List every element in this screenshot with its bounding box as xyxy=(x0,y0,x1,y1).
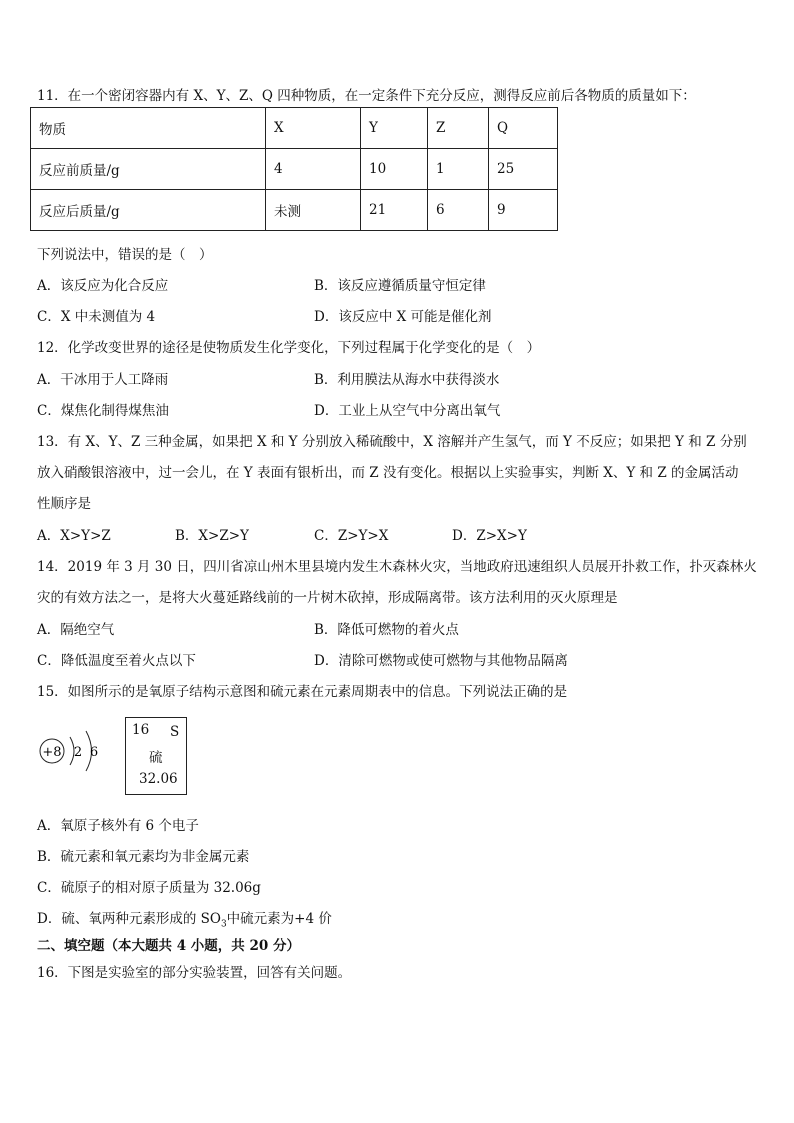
q14-stem-line2: 灾的有效方法之一，是将大火蔓延路线前的一片树木砍掉，形成隔离带。该方法利用的灭火原理是 xyxy=(37,590,618,606)
element-symbol: S xyxy=(170,724,180,740)
table-cell: X xyxy=(266,108,361,149)
table-cell: 反应前质量/g xyxy=(31,149,266,190)
table-cell: 6 xyxy=(428,190,489,231)
table-cell: 25 xyxy=(489,149,558,190)
q14-option-a[interactable]: A．隔绝空气 xyxy=(37,622,115,638)
q15-option-d-subscript: 3 xyxy=(220,919,227,930)
q15-option-d[interactable] xyxy=(37,907,332,930)
table-cell: 21 xyxy=(361,190,428,231)
table-cell: Y xyxy=(361,108,428,149)
q13-stem-line2: 放入硝酸银溶液中，过一会儿，在 Y 表面有银析出，而 Z 没有变化。根据以上实验事实，判断 X、Y 和 Z 的金属活动 xyxy=(37,465,739,481)
shell1-electrons: 2 xyxy=(73,745,83,760)
q11-stem: 11．在一个密闭容器内有 X、Y、Z、Q 四种物质，在一定条件下充分反应，测得反应前后各物质的质量如下： xyxy=(37,88,696,104)
table-row xyxy=(31,190,558,231)
q11-question: 下列说法中，错误的是（ ） xyxy=(37,247,213,263)
q11-option-b[interactable]: B．该反应遵循质量守恒定律 xyxy=(314,278,486,294)
table-cell: 4 xyxy=(266,149,361,190)
table-cell: 未测 xyxy=(266,190,361,231)
table-header-row xyxy=(31,108,558,149)
q15-option-c[interactable]: C．硫原子的相对原子质量为 32.06g xyxy=(37,880,261,896)
mass-table xyxy=(30,107,558,231)
table-cell: Z xyxy=(428,108,489,149)
shell2-electrons: 6 xyxy=(89,745,99,760)
atomic-mass: 32.06 xyxy=(139,771,178,787)
oxygen-atom-diagram xyxy=(34,720,104,782)
q15-option-d-prefix: D．硫、氧两种元素形成的 SO xyxy=(37,911,221,927)
q14-option-b[interactable]: B．降低可燃物的着火点 xyxy=(314,622,459,638)
sulfur-element-card xyxy=(125,717,187,795)
q12-option-a[interactable]: A．干冰用于人工降雨 xyxy=(37,372,169,388)
q12-option-b[interactable]: B．利用膜法从海水中获得淡水 xyxy=(314,372,500,388)
q12-stem: 12．化学改变世界的途径是使物质发生化学变化，下列过程属于化学变化的是（ ） xyxy=(37,340,541,356)
table-cell: Q xyxy=(489,108,558,149)
q11-option-c[interactable]: C．X 中未测值为 4 xyxy=(37,309,156,325)
table-cell: 9 xyxy=(489,190,558,231)
q13-stem-line1: 13．有 X、Y、Z 三种金属，如果把 X 和 Y 分别放入稀硫酸中，X 溶解并产生氢气，而 Y 不反应；如果把 Y 和 Z 分别 xyxy=(37,434,747,450)
table-cell: 反应后质量/g xyxy=(31,190,266,231)
q14-stem-line1: 14．2019 年 3 月 30 日，四川省凉山州木里县境内发生木森林火灾，当地政府迅速组织人员展开扑救工作，扑灭森林火 xyxy=(37,559,757,575)
q13-option-c[interactable]: C．Z>Y>X xyxy=(314,528,389,544)
q15-option-d-suffix: 中硫元素为+4 价 xyxy=(226,911,332,927)
q15-stem: 15．如图所示的是氧原子结构示意图和硫元素在元素周期表中的信息。下列说法正确的是 xyxy=(37,684,568,700)
q15-option-a[interactable]: A．氧原子核外有 6 个电子 xyxy=(37,818,199,834)
nucleus-charge: +8 xyxy=(42,745,62,760)
q12-option-c[interactable]: C．煤焦化制得煤焦油 xyxy=(37,403,169,419)
q14-option-d[interactable]: D．清除可燃物或使可燃物与其他物品隔离 xyxy=(314,653,568,669)
q16-stem: 16．下图是实验室的部分实验装置，回答有关问题。 xyxy=(37,965,352,981)
q13-option-d[interactable]: D．Z>X>Y xyxy=(452,528,527,544)
q12-option-d[interactable]: D．工业上从空气中分离出氧气 xyxy=(314,403,501,419)
q11-option-a[interactable]: A．该反应为化合反应 xyxy=(37,278,169,294)
q13-option-b[interactable]: B．X>Z>Y xyxy=(175,528,249,544)
table-cell: 物质 xyxy=(31,108,266,149)
table-cell: 1 xyxy=(428,149,489,190)
q14-option-c[interactable]: C．降低温度至着火点以下 xyxy=(37,653,196,669)
q13-option-a[interactable]: A．X>Y>Z xyxy=(37,528,111,544)
section-title: 二、填空题（本大题共 4 小题，共 20 分） xyxy=(37,938,300,954)
table-cell: 10 xyxy=(361,149,428,190)
atomic-number: 16 xyxy=(132,722,150,738)
q13-stem-line3: 性顺序是 xyxy=(37,496,91,512)
table-row xyxy=(31,149,558,190)
q15-option-b[interactable]: B．硫元素和氧元素均为非金属元素 xyxy=(37,849,250,865)
q11-option-d[interactable]: D．该反应中 X 可能是催化剂 xyxy=(314,309,492,325)
element-name: 硫 xyxy=(149,750,163,766)
